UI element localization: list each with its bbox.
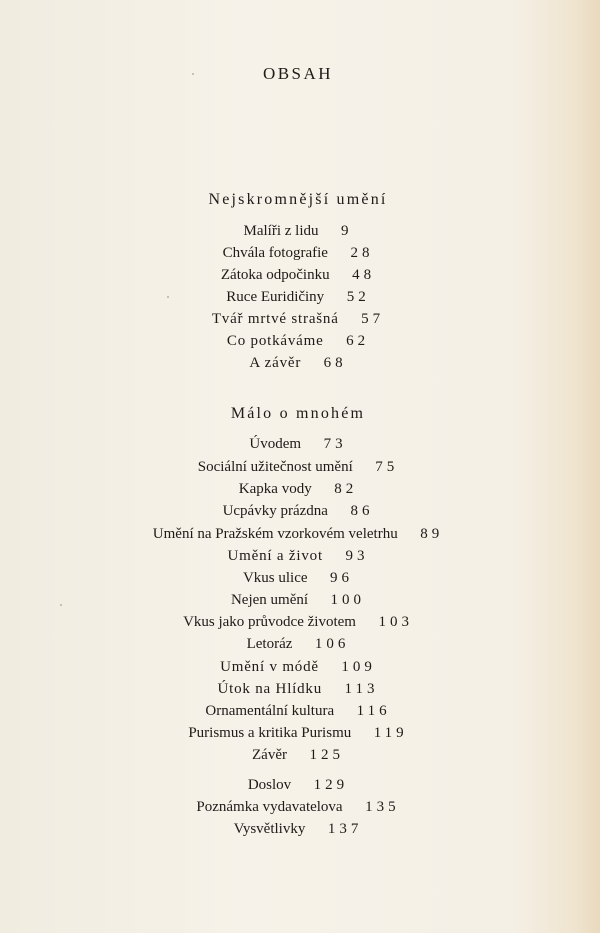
toc-entry-title: Umění a život	[227, 548, 323, 564]
toc-entry	[0, 548, 596, 565]
toc-entry-title: Tvář mrtvé strašná	[211, 311, 339, 327]
toc-entry-page: 9	[341, 223, 353, 239]
toc-entry	[0, 267, 596, 284]
toc-entry-page: 96	[330, 570, 354, 586]
toc-entry-page: 28	[350, 245, 374, 261]
toc-entry-title: Zátoka odpočinku	[220, 267, 330, 283]
toc-entry-page: 89	[420, 526, 444, 542]
toc-entry-title: Nejen umění	[230, 592, 309, 608]
toc-entry-page: 129	[313, 777, 349, 793]
toc-entry-title: Co potkáváme	[226, 333, 324, 349]
toc-entry	[0, 223, 596, 240]
toc-entry	[0, 681, 596, 698]
toc-entry	[0, 659, 596, 676]
toc-entry-title: Kapka vody	[238, 481, 312, 497]
toc-entry	[0, 503, 596, 520]
toc-entry-title: Útok na Hlídku	[217, 681, 323, 697]
toc-entry-page: 137	[327, 821, 363, 837]
toc-entry-page: 100	[330, 592, 366, 608]
toc-entry	[0, 592, 596, 609]
toc-entry	[0, 570, 596, 587]
toc-entry-page: 109	[341, 659, 376, 675]
toc-entry-page: 135	[365, 799, 400, 815]
toc-entry-title: Doslov	[247, 777, 292, 793]
toc-entry	[0, 481, 596, 498]
toc-entry	[0, 333, 596, 350]
toc-entry-title: Purismus a kritika Purismu	[188, 725, 352, 741]
toc-entry-title: Sociální užitečnost umění	[197, 459, 353, 475]
toc-entry-title: Závěr	[252, 747, 287, 763]
toc-entry-page: 57	[361, 311, 385, 327]
toc-entry-page: 119	[373, 725, 408, 741]
toc-entry	[0, 614, 596, 631]
toc-entry	[0, 311, 596, 328]
section-title: Málo o mnohém	[230, 405, 366, 422]
toc-entry	[0, 636, 596, 653]
toc-entry-title: Vkus jako průvodce životem	[183, 614, 356, 630]
toc-entry	[0, 725, 596, 742]
toc-entry	[0, 703, 596, 720]
toc-entry-title: Ornamentální kultura	[205, 703, 335, 719]
toc-entry	[0, 777, 596, 794]
toc-entry-title: Ruce Euridičiny	[226, 289, 325, 305]
toc-entry	[0, 526, 596, 543]
toc-entry-page: 86	[350, 503, 374, 519]
toc-entry-page: 113	[344, 681, 379, 697]
toc-entry	[0, 799, 596, 816]
toc-entry-page: 68	[323, 355, 347, 371]
toc-entry-page: 116	[356, 703, 391, 719]
page-title: OBSAH	[262, 64, 334, 83]
toc-entry-title: Umění na Pražském vzorkovém veletrhu	[152, 526, 398, 542]
toc-entry	[0, 436, 596, 453]
toc-entry-title: Úvodem	[249, 436, 302, 452]
toc-entry	[0, 459, 596, 476]
toc-entry-title: Vkus ulice	[242, 570, 308, 586]
toc-entry-title: Letoráz	[246, 636, 293, 652]
toc-entry-page: 106	[314, 636, 350, 652]
toc-entry-page: 103	[378, 614, 413, 630]
toc-entry-page: 93	[345, 548, 369, 564]
toc-entry-page: 62	[346, 333, 370, 349]
section-title: Nejskromnější umění	[208, 191, 388, 208]
toc-entry-page: 125	[309, 747, 344, 763]
toc-entry-page: 48	[352, 267, 376, 283]
toc-entry-title: Ucpávky prázdna	[222, 503, 328, 519]
toc-entry-page: 52	[346, 289, 370, 305]
toc-entry-page: 82	[334, 481, 358, 497]
toc-entry	[0, 355, 596, 372]
toc-entry-page: 73	[323, 436, 347, 452]
toc-entry	[0, 747, 596, 764]
toc-entry-title: A závěr	[249, 355, 302, 371]
toc-entry-page: 75	[375, 459, 399, 475]
toc-entry-title: Chvála fotografie	[222, 245, 328, 261]
toc-entry	[0, 245, 596, 262]
toc-entry	[0, 289, 596, 306]
toc-entry-title: Vysvětlivky	[233, 821, 306, 837]
toc-entry-title: Malíři z lidu	[243, 223, 319, 239]
toc-entry-title: Poznámka vydavatelova	[196, 799, 343, 815]
toc-entry	[0, 821, 596, 838]
toc-entry-title: Umění v módě	[220, 659, 319, 675]
